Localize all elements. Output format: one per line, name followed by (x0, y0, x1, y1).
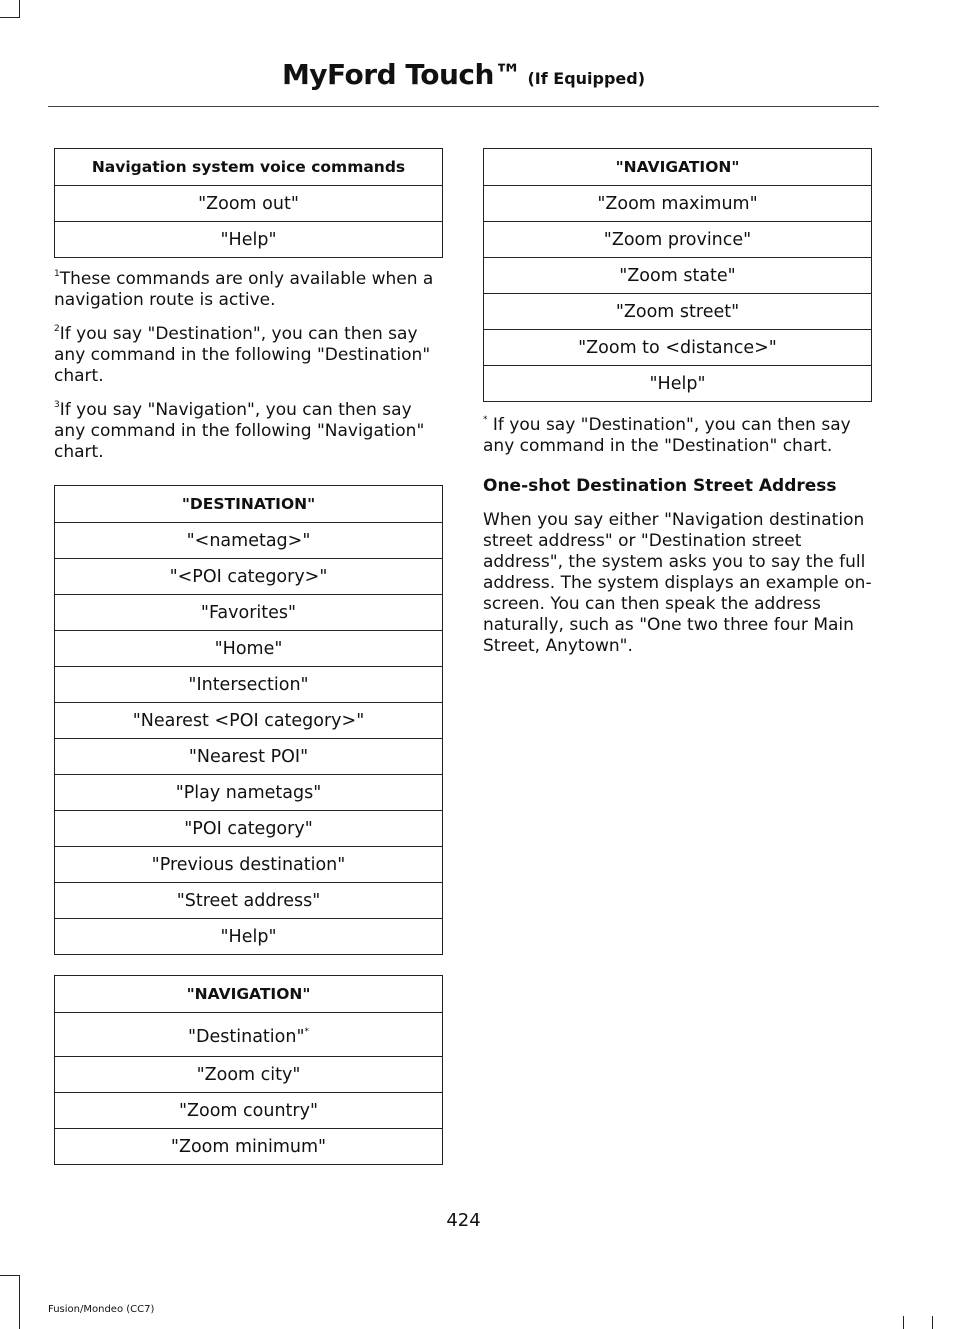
crop-mark (932, 1316, 933, 1329)
crop-mark (0, 1275, 20, 1276)
crop-mark (903, 1316, 904, 1329)
table-row: "Play nametags" (55, 775, 443, 811)
table-row: "Intersection" (55, 667, 443, 703)
table-row: "Nearest POI" (55, 739, 443, 775)
table-row: "Zoom country" (55, 1093, 443, 1129)
footnote-marker: 1 (54, 269, 60, 279)
table-header: Navigation system voice commands (55, 149, 443, 186)
table-row: "Zoom street" (484, 294, 872, 330)
footnote-text: If you say "Navigation", you can then say any command in the following "Navigation" chart. (54, 400, 425, 462)
page-number: 424 (446, 1210, 481, 1231)
table-row: "Street address" (55, 883, 443, 919)
section-heading: One-shot Destination Street Address (483, 476, 837, 496)
table-row: "Help" (55, 919, 443, 955)
destination-table (54, 485, 443, 955)
footnote (54, 264, 443, 311)
table-row: "Zoom state" (484, 258, 872, 294)
table-header: "NAVIGATION" (484, 149, 872, 186)
navigation-table-2 (483, 148, 872, 402)
footnote (54, 319, 443, 387)
table-row: "Nearest <POI category>" (55, 703, 443, 739)
footnote-marker: * (483, 415, 488, 425)
footnote (54, 395, 443, 463)
table-row: "Help" (484, 366, 872, 402)
table-header: "DESTINATION" (55, 486, 443, 523)
footnote-text: If you say "Destination", you can then say any command in the "Destination" chart. (483, 415, 851, 456)
table-header: "NAVIGATION" (55, 976, 443, 1013)
page-title: MyFord Touch™ (281, 58, 522, 91)
navigation-table-1 (54, 975, 443, 1165)
table-row: "Previous destination" (55, 847, 443, 883)
left-column (54, 148, 443, 1165)
footer-text: Fusion/Mondeo (CC7) (48, 1304, 155, 1315)
footnote-marker: 3 (54, 400, 60, 410)
section-body: When you say either "Navigation destination street address" or "Destination street address", the system asks you to say the full address. The system displays an example on-screen. You can then speak the address naturally, such as "One two three four Main Street, Anytown". (483, 510, 872, 656)
row-text: "Destination" (187, 1026, 305, 1047)
footnote-text: These commands are only available when a navigation route is active. (54, 269, 434, 310)
table-row: "Help" (55, 222, 443, 258)
voice-commands-table (54, 148, 443, 258)
footnote-marker: * (304, 1026, 310, 1037)
table-row: "Zoom province" (484, 222, 872, 258)
page-subtitle: (If Equipped) (527, 69, 646, 88)
header-divider (48, 106, 879, 107)
crop-mark (19, 0, 20, 18)
page-header (48, 58, 879, 91)
table-row: "Zoom city" (55, 1057, 443, 1093)
right-column (483, 148, 872, 657)
footnote (483, 410, 872, 457)
table-row (55, 1013, 443, 1057)
table-row: "<POI category>" (55, 559, 443, 595)
table-row: "Zoom minimum" (55, 1129, 443, 1165)
table-row: "POI category" (55, 811, 443, 847)
footnote-marker: 2 (54, 324, 60, 334)
table-row: "<nametag>" (55, 523, 443, 559)
footnote-text: If you say "Destination", you can then say any command in the following "Destination" chart. (54, 324, 431, 386)
table-row: "Home" (55, 631, 443, 667)
crop-mark (0, 17, 20, 18)
crop-mark (19, 1275, 20, 1329)
table-row: "Zoom to <distance>" (484, 330, 872, 366)
table-row: "Zoom out" (55, 186, 443, 222)
table-row: "Zoom maximum" (484, 186, 872, 222)
table-row: "Favorites" (55, 595, 443, 631)
